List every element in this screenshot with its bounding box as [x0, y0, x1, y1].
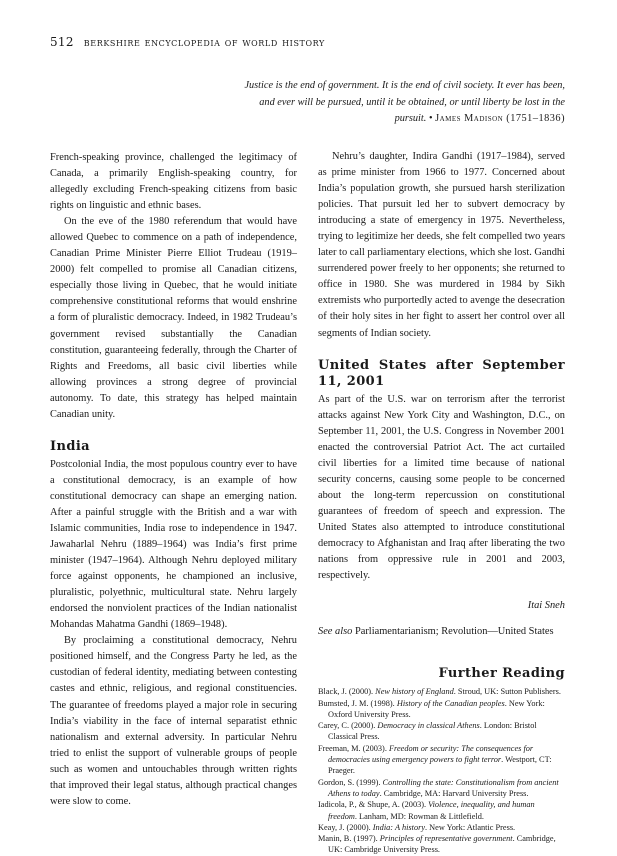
epigraph-author: James Madison (1751–1836) [435, 113, 565, 124]
paragraph-india-intro: Postcolonial India, the most populous country ever to have a constitutional democracy, is an example of how constitutional democracy can shape an emerging nation. After a painful struggle with the British and a war with Islamic communities, India rose to independence in 1947. Jawaharlal Nehru (1889–1964) was India’s first prime minister (1947–1964). Although Nehru deployed military force against opponents, he championed an inclusive, pluralistic, polyethnic, multicultural state. Nehru largely endorsed the nonviolent practices of the Indian nationalist Mohandas Mahatma Gandhi (1869–1948). [50, 458, 297, 631]
reference-item: Bumsted, J. M. (1998). History of the Canadian peoples. New York: Oxford University Press. [318, 698, 545, 719]
paragraph-patriot-act: As part of the U.S. war on terrorism after the terrorist attacks against New York City and Washington, D.C., on September 11, 2001, the U.S. Congress in November 2001 enacted the controversial Patriot Act. The act curtailed civil liberties for a limited time because of national security concerns, causing some people to be concerned about the long-term repercussion on constitutional guarantees of freedom of speech and expression. The United States also attempted to introduce constitutional democracy to Afghanistan and Iraq after liberating the two nations from oppressive rule in 2001 and 2003, respectively. [318, 393, 565, 582]
epigraph [235, 78, 565, 128]
reference-item: Black, J. (2000). New history of England. Stroud, UK: Sutton Publishers. [318, 687, 561, 697]
paragraph-quebec-intro: French-speaking province, challenged the legitimacy of Canada, a primarily English-speaking country, for allegedly excluding French-speaking citizens from basic rights on linguistic and ethnic bases. [50, 152, 297, 212]
epigraph-bullet: • [428, 113, 433, 124]
reference-item: Iadicola, P., & Shupe, A. (2003). Violence, inequality, and human freedom. Lanham, MD: Rowman & Littlefield. [318, 800, 535, 821]
section-heading-india: India [50, 438, 90, 454]
left-column [50, 150, 297, 810]
reference-list [318, 686, 565, 855]
epigraph-quote: Justice is the end of government. It is the end of civil society. It ever has been, and ever will be pursued, until it be obtained, or until liberty be lost in the pursuit. [244, 80, 565, 124]
reference-item: Carey, C. (2000). Democracy in classical Athens. London: Bristol Classical Press. [318, 721, 537, 742]
section-heading-united-states: United States after September 11, 2001 [318, 357, 565, 389]
right-column [318, 149, 565, 856]
see-also-label: See also [318, 626, 353, 638]
running-head-title: berkshire encyclopedia of world history [83, 35, 325, 49]
reference-item: Keay, J. (2000). India: A history. New York: Atlantic Press. [318, 822, 516, 832]
paragraph-trudeau: On the eve of the 1980 referendum that would have allowed Quebec to commence on a path of independence, Canadian Prime Minister Pierre Elliot Trudeau (1919–2000) felt compelled to promise all Canadian citizens, especially those living in Quebec, that he would initiate comprehensive constitutional reforms that would enshrine a form of pluralistic democracy. Indeed, in 1982 Trudeau’s government revised substantially the Canadian constitution, guaranteeing federally, through the Charter of Rights and Freedoms, all basic civil liberties while allowing provinces a strong degree of provincial autonomy. To date, this strategy has helped maintain Canadian unity. [50, 216, 297, 420]
page-number: 512 [50, 35, 74, 49]
reference-item: Freeman, M. (2003). Freedom or security: The consequences for democracies using emergency powers to fight terror. Westport, CT: Praeger. [318, 743, 552, 776]
see-also-links[interactable]: Parliamentarianism; Revolution—United States [354, 626, 554, 638]
see-also [318, 624, 565, 640]
reference-item: Gordon, S. (1999). Controlling the state: Constitutionalism from ancient Athens to today. Cambridge, MA: Harvard University Press. [318, 777, 559, 798]
reference-item: Manin, B. (1997). Principles of representative government. Cambridge, UK: Cambridge University Press. [318, 834, 556, 855]
paragraph-nehru: By proclaiming a constitutional democracy, Nehru positioned himself, and the Congress Party he led, as the custodian of federal identity, mediating between contesting castes and ethnic, religious, and regional constituencies. The guarantee of freedoms played a major role in securing India’s viability in the face of internal separatist ethnic nationalism and external adversity. In particular Nehru tried to enlist the support of vulnerable groups of people such as women and untouchables through written rights that improved their legal status, although practical changes were slow to come. [50, 635, 297, 807]
further-reading-heading: Further Reading [438, 666, 565, 682]
running-head [50, 35, 325, 49]
paragraph-indira-gandhi: Nehru’s daughter, Indira Gandhi (1917–1984), served as prime minister from 1966 to 1977. Concerned about India’s population growth, she pursued harsh sterilization policies. That pursuit led her to subvert democracy by introducing a state of emergency in 1975. Nevertheless, trying to legitimize her deeds, she felt compelled two years later to call parliamentary elections, which she lost. Gandhi surrendered power freely to her opponents; she returned to office in 1980. She was murdered in 1984 by Sikh extremists who purportedly acted to avenge the desecration of their holy sites in her fight to assert her control over all segments of Indian society. [318, 151, 565, 339]
author-byline: Itai Sneh [527, 600, 565, 612]
